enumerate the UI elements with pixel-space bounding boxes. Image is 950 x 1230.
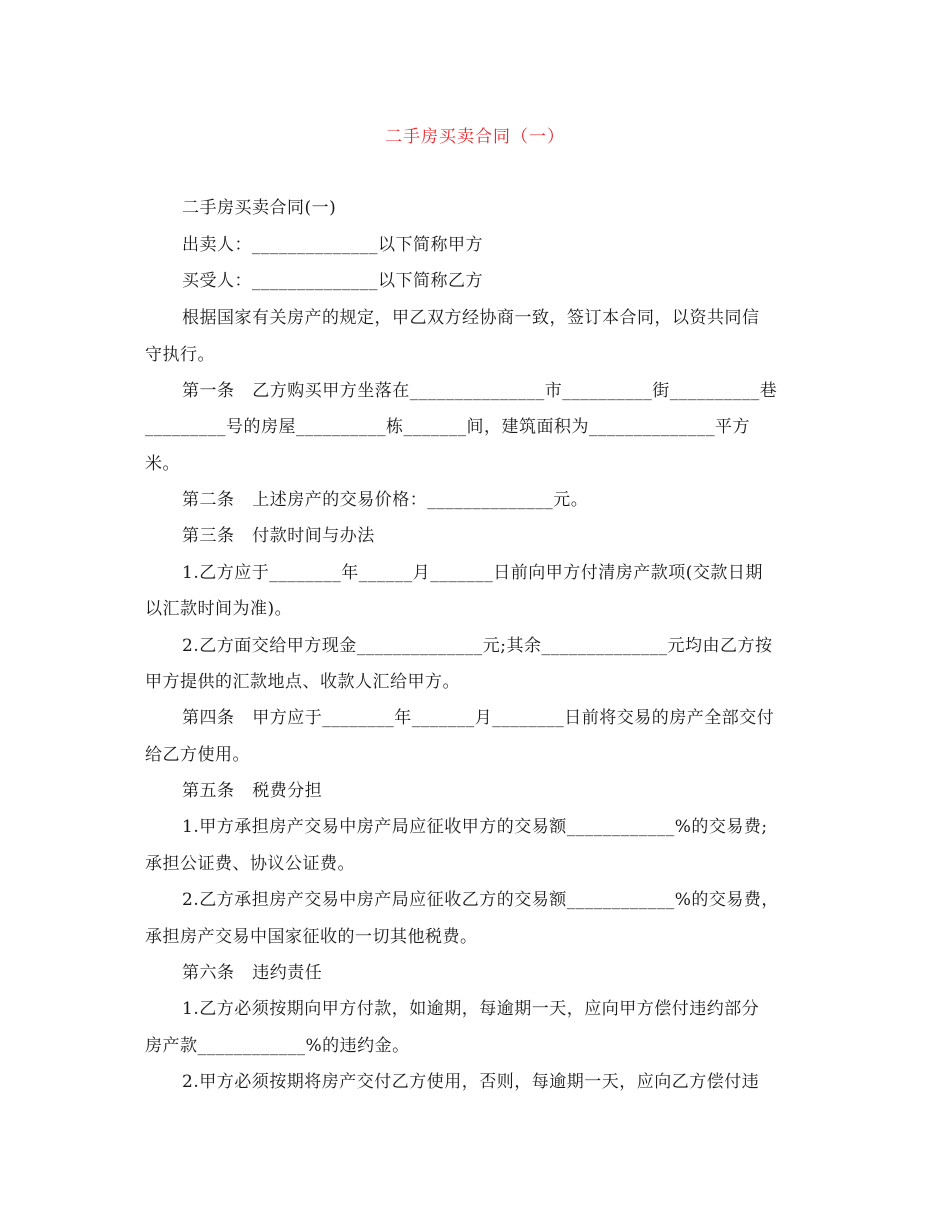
text-line: 2.甲方必须按期将房产交付乙方使用，否则，每逾期一天，应向乙方偿付违 bbox=[182, 1072, 760, 1092]
text-line: 1.乙方必须按期向甲方付款，如逾期，每逾期一天，应向甲方偿付违约部分 bbox=[182, 999, 760, 1019]
text-line: 第五条 税费分担 bbox=[182, 781, 323, 801]
text-line: 承担房产交易中国家征收的一切其他税费。 bbox=[145, 927, 478, 947]
text-line: 第六条 违约责任 bbox=[182, 963, 323, 983]
text-line: 第四条 甲方应于________年_______月________日前将交易的房产全部交付 bbox=[182, 708, 775, 728]
text-line: 第一条 乙方购买甲方坐落在_______________市__________街__________巷 bbox=[182, 381, 778, 401]
text-line: 1.乙方应于________年______月_______日前向甲方付清房产款项(交款日期 bbox=[182, 563, 763, 583]
text-line: 买受人：______________以下简称乙方 bbox=[182, 271, 483, 291]
text-line: 守执行。 bbox=[145, 345, 215, 365]
document-title: 二手房买卖合同（一） bbox=[385, 127, 565, 147]
text-line: 二手房买卖合同(一) bbox=[182, 198, 337, 218]
text-line: 第二条 上述房产的交易价格：______________元。 bbox=[182, 490, 589, 510]
text-line: 出卖人：______________以下简称甲方 bbox=[182, 235, 483, 255]
text-line: 1.甲方承担房产交易中房产局应征收甲方的交易额____________%的交易费; bbox=[182, 817, 768, 837]
text-line: 2.乙方面交给甲方现金______________元;其余______________元均由乙方按 bbox=[182, 636, 773, 656]
text-line: _________号的房屋__________栋_______间，建筑面积为______________平方 bbox=[145, 417, 750, 437]
text-line: 第三条 付款时间与办法 bbox=[182, 526, 375, 546]
text-line: 以汇款时间为准)。 bbox=[145, 599, 293, 619]
text-line: 房产款____________%的违约金。 bbox=[145, 1036, 410, 1056]
text-line: 给乙方使用。 bbox=[145, 745, 250, 765]
text-line: 甲方提供的汇款地点、收款人汇给甲方。 bbox=[145, 672, 460, 692]
text-line: 2.乙方承担房产交易中房产局应征收乙方的交易额____________%的交易费， bbox=[182, 890, 779, 910]
text-line: 米。 bbox=[145, 454, 180, 474]
text-line: 根据国家有关房产的规定，甲乙双方经协商一致，签订本合同，以资共同信 bbox=[182, 308, 760, 328]
text-line: 承担公证费、协议公证费。 bbox=[145, 854, 355, 874]
